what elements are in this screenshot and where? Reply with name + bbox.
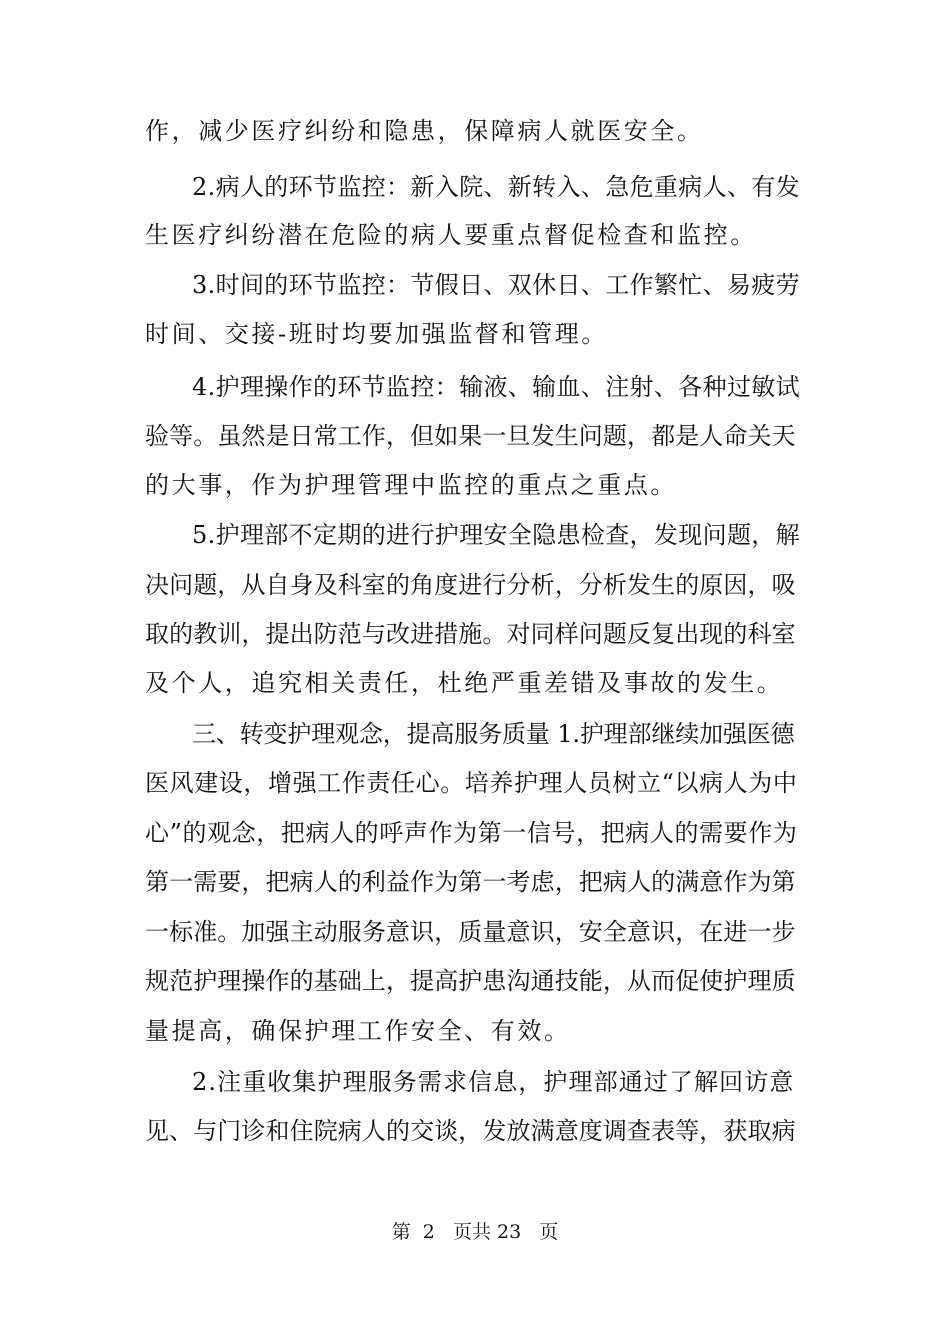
paragraph-line: 的大事，作为护理管理中监控的重点之重点。 xyxy=(145,471,677,499)
page-number-footer: 第 2 页共 23 页 xyxy=(391,1221,559,1243)
paragraph-line: 量提高，确保护理工作安全、有效。 xyxy=(145,1017,571,1045)
paragraph-line: 心”的观念，把病人的呼声作为第一信号，把病人的需要作为 xyxy=(145,819,798,847)
paragraph-line: 决问题，从自身及科室的角度进行分析，分析发生的原因，吸 xyxy=(145,571,796,599)
paragraph-line: 取的教训，提出防范与改进措施。对同样问题反复出现的科室 xyxy=(145,620,796,648)
paragraph-line: 规范护理操作的基础上，提高护患沟通技能，从而促使护理质 xyxy=(145,967,796,995)
paragraph-line: 验等。虽然是日常工作，但如果一旦发生问题，都是人命关天 xyxy=(145,422,796,450)
paragraph-line: 5.护理部不定期的进行护理安全隐患检查，发现问题，解 xyxy=(192,521,800,549)
paragraph-line: 生医疗纠纷潜在危险的病人要重点督促检查和监控。 xyxy=(145,221,757,249)
paragraph-line: 医风建设，增强工作责任心。培养护理人员树立“以病人为中 xyxy=(145,769,798,797)
paragraph-line: 4.护理操作的环节监控：输液、输血、注射、各种过敏试 xyxy=(192,373,800,401)
paragraph-line: 3.时间的环节监控：节假日、双休日、工作繁忙、易疲劳 xyxy=(192,271,800,299)
paragraph-line: 2.注重收集护理服务需求信息，护理部通过了解回访意 xyxy=(192,1068,795,1096)
paragraph-line: 三、转变护理观念，提高服务质量 1.护理部继续加强医德 xyxy=(192,720,795,748)
paragraph-line: 见、与门诊和住院病人的交谈，发放满意度调查表等，获取病 xyxy=(145,1117,796,1145)
paragraph-line: 一标准。加强主动服务意识，质量意识，安全意识，在进一步 xyxy=(145,918,796,946)
paragraph-line: 第一需要，把病人的利益作为第一考虑，把病人的满意作为第 xyxy=(145,868,796,896)
paragraph-line: 时间、交接-班时均要加强监督和管理。 xyxy=(145,320,608,348)
paragraph-line: 及个人，追究相关责任，杜绝严重差错及事故的发生。 xyxy=(145,669,784,697)
paragraph-line: 作，减少医疗纠纷和隐患，保障病人就医安全。 xyxy=(145,117,704,145)
paragraph-line: 2.病人的环节监控：新入院、新转入、急危重病人、有发 xyxy=(192,173,800,201)
